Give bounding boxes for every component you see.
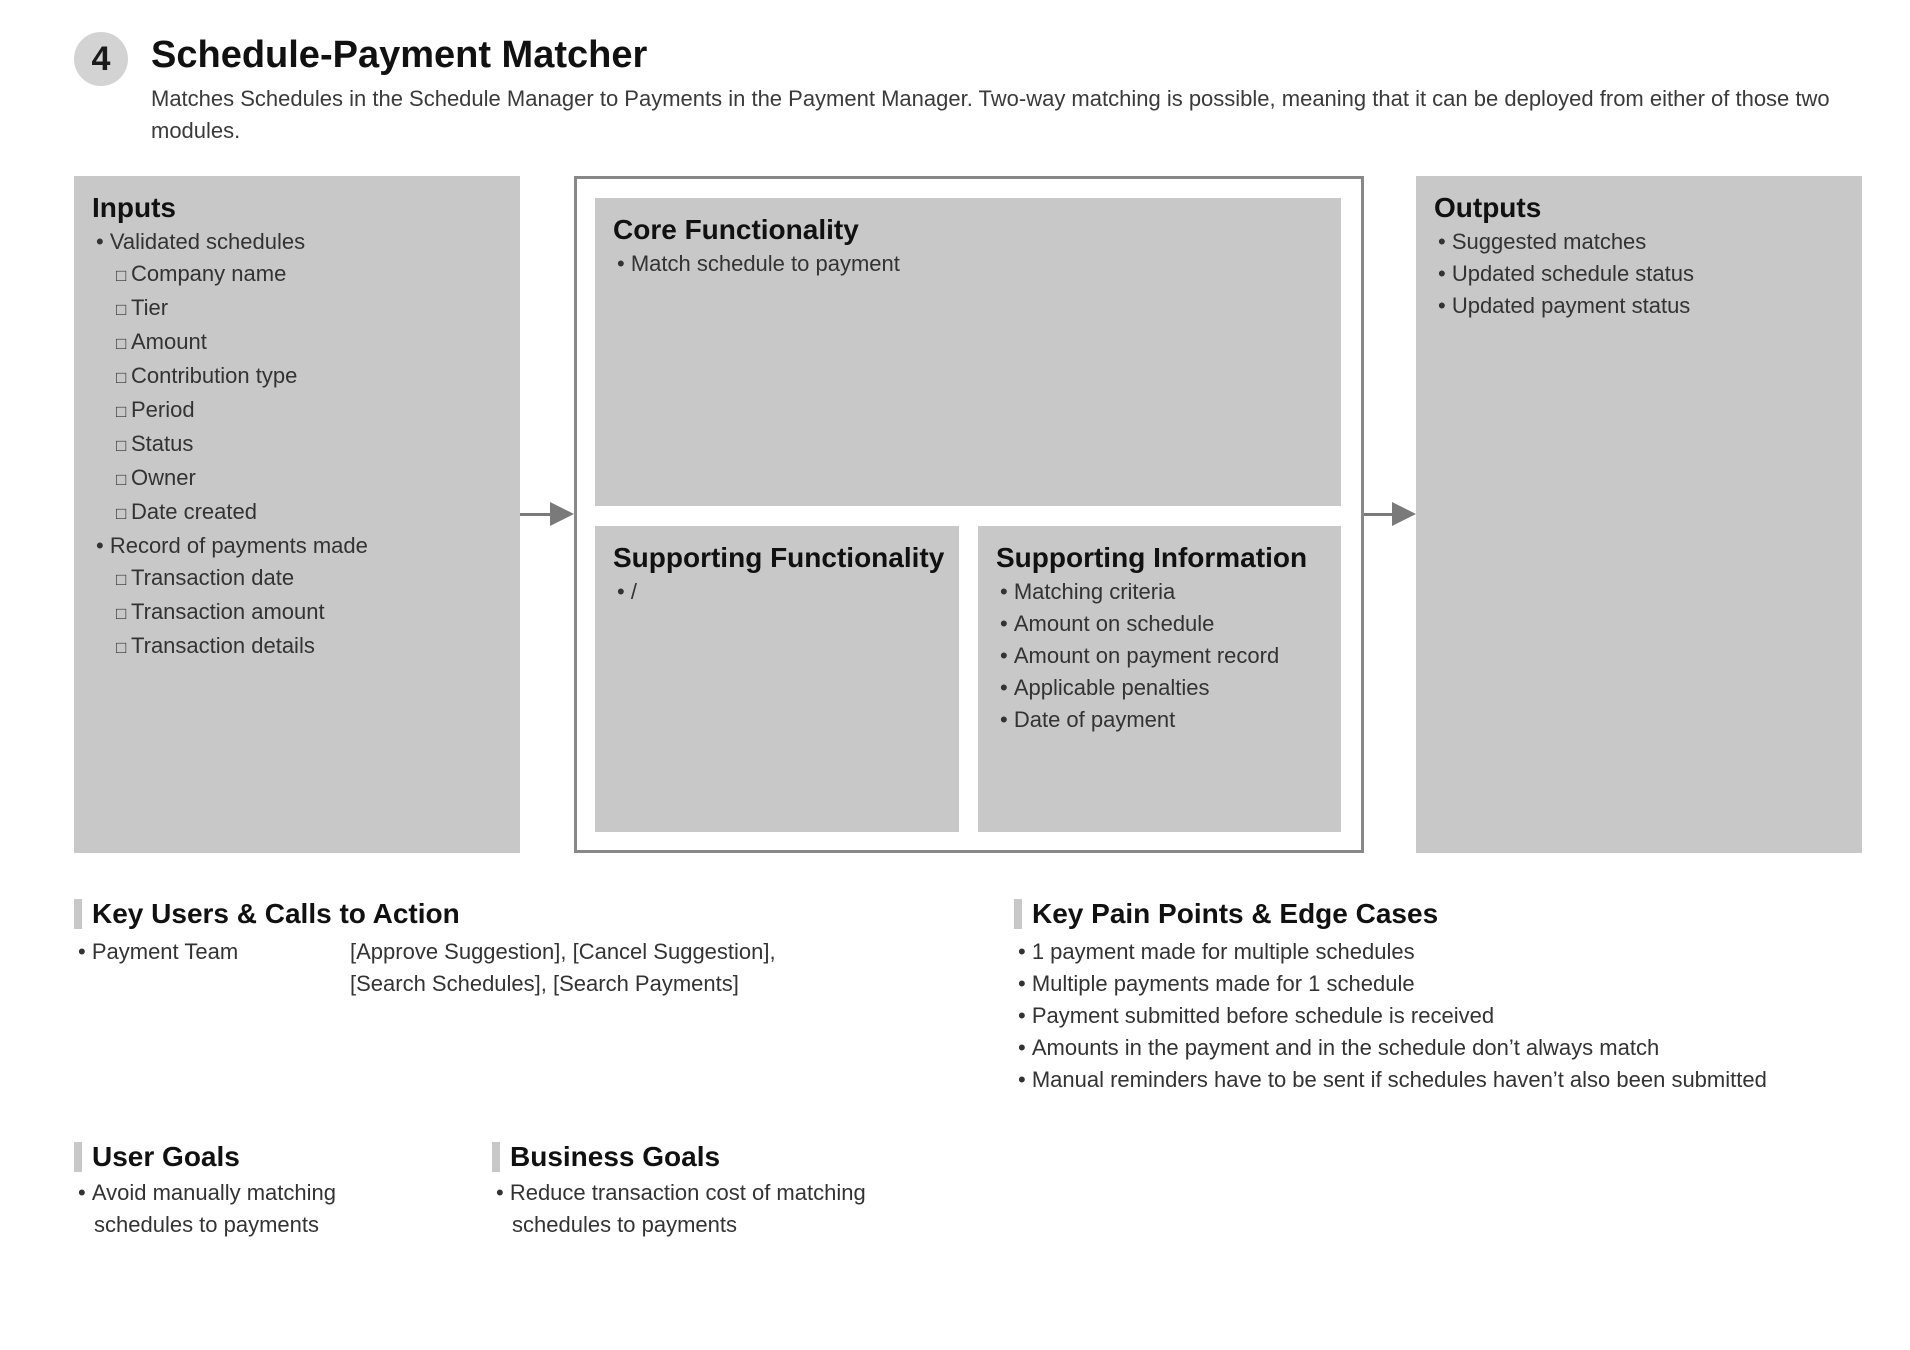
supporting-functionality-title: Supporting Functionality <box>613 542 945 573</box>
supporting-information-list <box>996 576 1323 736</box>
output-flow-arrow <box>1364 502 1416 526</box>
pain-point-item: • Amounts in the payment and in the schedule don’t always match <box>1014 1032 1894 1064</box>
page-description: Matches Schedules in the Schedule Manager to Payments in the Payment Manager. Two-way matching is possible, meaning that it can be deployed from either of those two modules. <box>151 86 1830 143</box>
business-goal-item: • Reduce transaction cost of matching schedules to payments <box>492 1177 912 1241</box>
outputs-title: Outputs <box>1434 192 1542 223</box>
inputs-title: Inputs <box>92 192 176 223</box>
pain-points-title: Key Pain Points & Edge Cases <box>1014 896 1894 932</box>
step-number-badge: 4 <box>74 32 128 86</box>
key-users-title: Key Users & Calls to Action <box>74 896 954 932</box>
supporting-information-item: • Applicable penalties <box>996 672 1323 704</box>
outputs-panel <box>1416 176 1862 853</box>
supporting-functionality-item: • / <box>613 576 941 608</box>
output-item: • Suggested matches <box>1434 226 1844 258</box>
supporting-information-title: Supporting Information <box>996 542 1308 573</box>
output-item: • Updated payment status <box>1434 290 1844 322</box>
key-user-actions: [Approve Suggestion], [Cancel Suggestion], [Search Schedules], [Search Payments] <box>350 939 776 996</box>
output-item: • Updated schedule status <box>1434 258 1844 290</box>
key-user-row <box>74 936 954 1000</box>
pain-point-item: • 1 payment made for multiple schedules <box>1014 936 1894 968</box>
input-item: • Record of payments made <box>92 530 502 562</box>
pain-point-item: • Payment submitted before schedule is received <box>1014 1000 1894 1032</box>
key-user-name: • Payment Team <box>74 936 238 968</box>
key-users-section <box>74 896 954 1000</box>
core-functionality-title: Core Functionality <box>613 214 859 245</box>
supporting-information-item: • Amount on schedule <box>996 608 1323 640</box>
outputs-list <box>1434 226 1844 322</box>
page-title: Schedule-Payment Matcher <box>151 34 648 76</box>
input-item: □ Company name <box>92 258 502 292</box>
supporting-functionality-panel <box>595 526 959 832</box>
supporting-information-item: • Matching criteria <box>996 576 1323 608</box>
input-item: □ Owner <box>92 462 502 496</box>
key-users-list <box>74 936 954 1000</box>
supporting-information-panel <box>978 526 1341 832</box>
input-item: □ Transaction details <box>92 630 502 664</box>
user-goals-list <box>74 1177 434 1241</box>
inputs-list <box>92 226 502 664</box>
input-item: □ Contribution type <box>92 360 502 394</box>
input-item: □ Amount <box>92 326 502 360</box>
input-item: □ Date created <box>92 496 502 530</box>
pain-point-item: • Manual reminders have to be sent if schedules haven’t also been submitted <box>1014 1064 1894 1096</box>
pain-points-list <box>1014 936 1894 1096</box>
business-goals-section <box>492 1139 912 1241</box>
core-functionality-panel <box>595 198 1341 506</box>
input-item: □ Period <box>92 394 502 428</box>
business-goals-list <box>492 1177 912 1241</box>
input-item: □ Status <box>92 428 502 462</box>
business-goals-title: Business Goals <box>492 1139 912 1175</box>
pain-points-section <box>1014 896 1894 1096</box>
input-flow-arrow <box>520 502 574 526</box>
supporting-information-item: • Amount on payment record <box>996 640 1323 672</box>
supporting-functionality-list <box>613 576 941 608</box>
user-goals-title: User Goals <box>74 1139 434 1175</box>
input-item: • Validated schedules <box>92 226 502 258</box>
input-item: □ Tier <box>92 292 502 326</box>
core-functionality-list <box>613 248 1323 280</box>
input-item: □ Transaction amount <box>92 596 502 630</box>
input-item: □ Transaction date <box>92 562 502 596</box>
pain-point-item: • Multiple payments made for 1 schedule <box>1014 968 1894 1000</box>
core-item: • Match schedule to payment <box>613 248 1323 280</box>
supporting-information-item: • Date of payment <box>996 704 1323 736</box>
inputs-panel <box>74 176 520 853</box>
user-goals-section <box>74 1139 434 1241</box>
user-goal-item: • Avoid manually matching schedules to payments <box>74 1177 434 1241</box>
